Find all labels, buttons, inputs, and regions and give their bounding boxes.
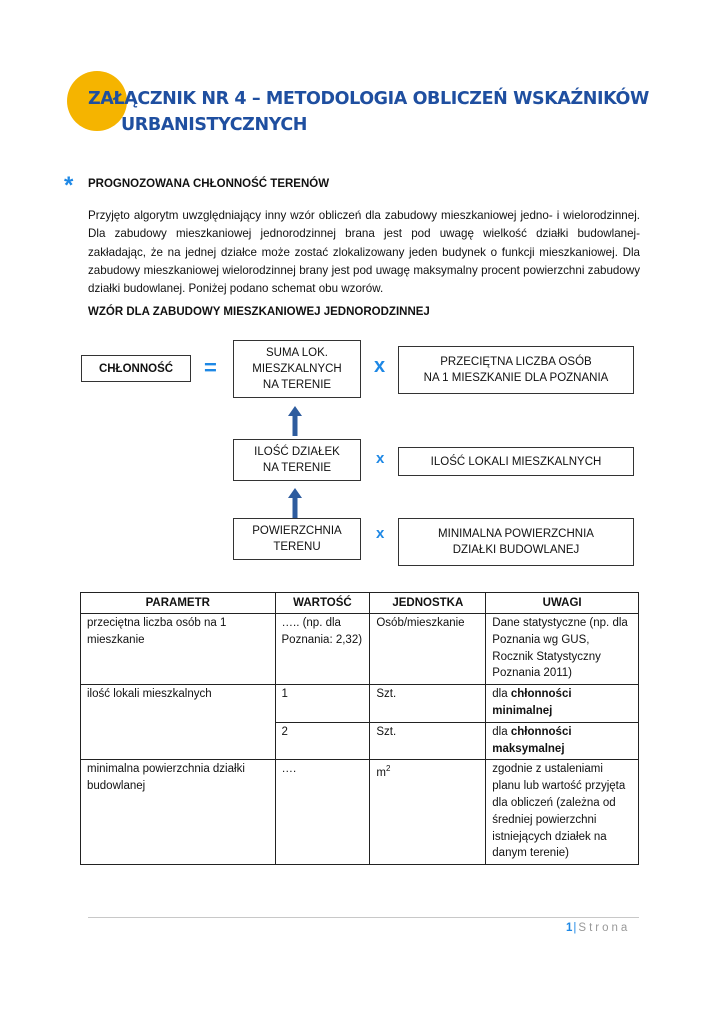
table-cell-note: zgodnie z ustaleniami planu lub wartość przyjęta dla obliczeń (zależna od średniej powierzchni istniejących działek na danym terenie) [486, 760, 639, 865]
liczba-osob-line1: PRZECIĘTNA LICZBA OSÓB [440, 356, 592, 368]
table-cell-value: 1 [275, 685, 370, 723]
page-footer [566, 922, 630, 934]
suma-lokali-line2: MIESZKALNYCH [252, 363, 342, 375]
table-cell-value: ….. (np. dla Poznania: 2,32) [275, 614, 370, 685]
note-bold: chłonności maksymalnej [492, 725, 572, 755]
asterisk-bullet-icon: * [64, 172, 74, 199]
section-paragraph: Przyjęto algorytm uwzględniający inny wzór obliczeń dla zabudowy mieszkaniowej jedno- i wielorodzinnej. Dla zabudowy mieszkaniowej jednorodzinnej brana jest pod uwagę wielkość działki budowlanej- zakładając, że na jednej działce może zostać zlokalizowany jeden budynek o funkcji mieszkaniowej. Dla zabudowy mieszkaniowej wielorodzinnej brany jest pod uwagę maksymalny procent powierzchni zabudowy działki budowlanej. Poniżej podano schemat obu wzorów. [88, 209, 640, 296]
ilosc-lokali-label: ILOŚĆ LOKALI MIESZKALNYCH [430, 455, 602, 468]
table-cell-note: Dane statystyczne (np. dla Poznania wg GUS, Rocznik Statystyczny Poznania 2011) [486, 614, 639, 685]
min-powierzchnia-box [398, 518, 634, 566]
table-cell-param: przeciętna liczba osób na 1 mieszkanie [81, 614, 276, 685]
note-bold: chłonności minimalnej [492, 688, 572, 717]
table-cell-unit: Szt. [370, 722, 486, 760]
page-title-line2: URBANISTYCZNYCH [121, 115, 308, 135]
table-cell-value: …. [275, 760, 370, 865]
page-title-line1: ZAŁĄCZNIK NR 4 – METODOLOGIA OBLICZEŃ WSKAŹNIKÓW [88, 89, 649, 109]
multiply-sign-2: x [376, 450, 385, 467]
table-row [81, 614, 639, 685]
page-number: 1 [566, 922, 573, 934]
note-prefix: dla [492, 725, 511, 738]
table-cell-param: minimalna powierzchnia działki budowlanej [81, 760, 276, 865]
powierzchnia-terenu-line2: TERENU [273, 541, 321, 553]
suma-lokali-line3: NA TERENIE [262, 379, 332, 391]
page-title [88, 86, 688, 138]
ilosc-dzialek-box [233, 439, 361, 481]
multiply-sign-3: x [376, 525, 385, 542]
unit-base: m [376, 767, 386, 780]
powierzchnia-terenu-line1: POWIERZCHNIA [252, 525, 342, 537]
table-cell-unit [370, 760, 486, 865]
table-header-row [81, 593, 639, 614]
up-arrow-icon [287, 406, 303, 436]
table-cell-unit: Szt. [370, 685, 486, 723]
table-row [81, 685, 639, 723]
table-cell-note [486, 685, 639, 723]
section-heading: PROGNOZOWANA CHŁONNOŚĆ TERENÓW [88, 178, 330, 190]
table-row [81, 760, 639, 865]
parameters-table [80, 592, 639, 865]
min-powierzchnia-line2: DZIAŁKI BUDOWLANEJ [452, 544, 580, 556]
table-header-cell: PARAMETR [81, 593, 276, 614]
unit-superscript: 2 [385, 764, 391, 774]
note-prefix: dla [492, 688, 511, 701]
table-cell-unit: Osób/mieszkanie [370, 614, 486, 685]
chlonnosc-label: CHŁONNOŚĆ [98, 362, 174, 375]
ilosc-dzialek-line2: NA TERENIE [262, 462, 332, 474]
suma-lokali-line1: SUMA LOK. [266, 347, 328, 359]
ilosc-dzialek-line1: ILOŚĆ DZIAŁEK [254, 446, 340, 458]
table-cell-note [486, 722, 639, 760]
table-header-cell: WARTOŚĆ [275, 593, 370, 614]
chlonnosc-box [81, 355, 191, 382]
table-header-cell: UWAGI [486, 593, 639, 614]
equals-sign: = [204, 355, 217, 380]
ilosc-lokali-box [398, 447, 634, 476]
footer-label: Strona [578, 922, 631, 934]
table-cell-param: ilość lokali mieszkalnych [81, 685, 276, 760]
footer-divider [88, 917, 639, 918]
up-arrow-icon [287, 488, 303, 518]
liczba-osob-line2: NA 1 MIESZKANIE DLA POZNANIA [423, 372, 609, 384]
multiply-sign-1: x [374, 355, 386, 377]
liczba-osob-box [398, 346, 634, 394]
footer-separator: | [573, 922, 577, 934]
suma-lokali-box [233, 340, 361, 398]
table-header-cell: JEDNOSTKA [370, 593, 486, 614]
formula-heading: WZÓR DLA ZABUDOWY MIESZKANIOWEJ JEDNORODZINNEJ [88, 306, 430, 318]
min-powierzchnia-line1: MINIMALNA POWIERZCHNIA [438, 528, 594, 540]
powierzchnia-terenu-box [233, 518, 361, 560]
table-cell-value: 2 [275, 722, 370, 760]
